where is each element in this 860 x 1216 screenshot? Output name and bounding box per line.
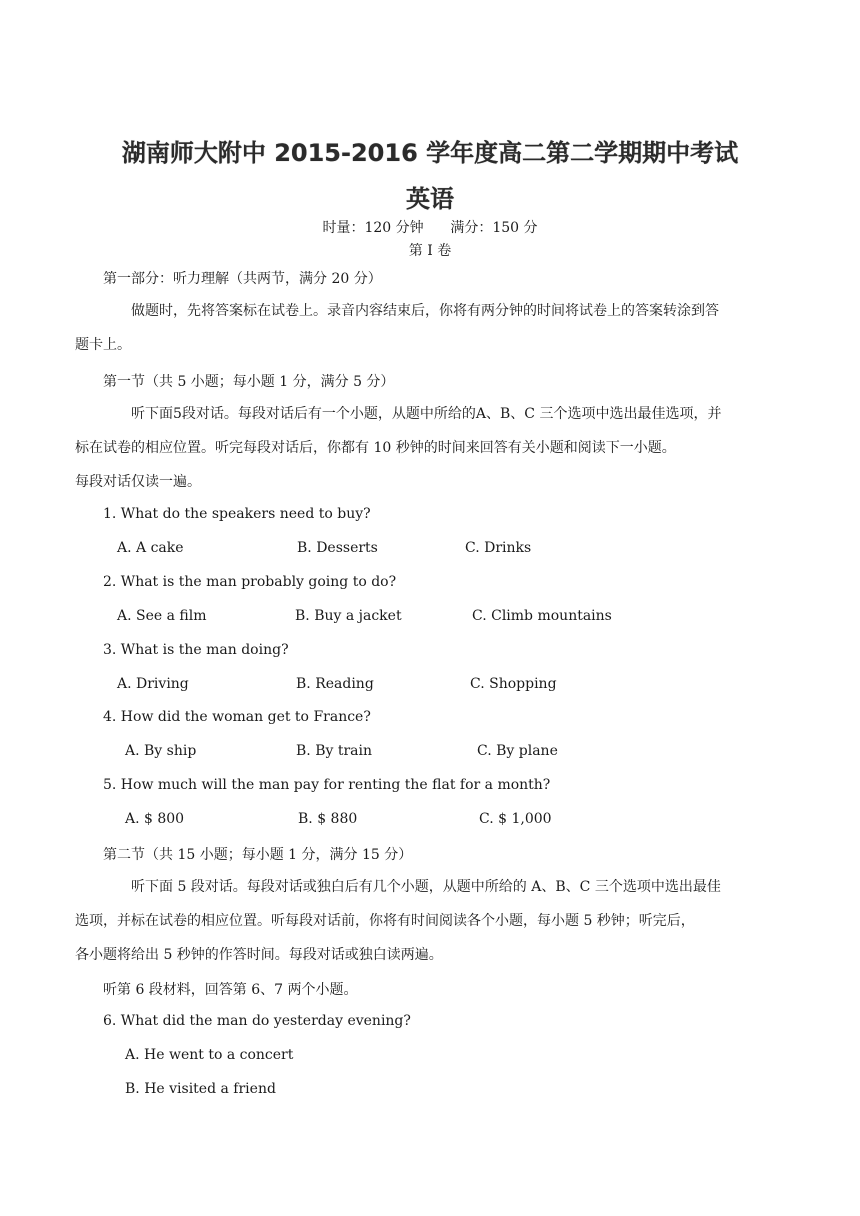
q2-option-a: A. See a film [117, 608, 207, 624]
part1-instructions [75, 294, 759, 362]
question-1: 1. What do the speakers need to buy? [103, 506, 371, 522]
q5-option-a: A. $ 800 [125, 811, 185, 827]
q2-option-b: B. Buy a jacket [295, 608, 402, 624]
q5-option-c: C. $ 1,000 [479, 811, 552, 827]
q1-option-a: A. A cake [117, 540, 184, 556]
q3-option-a: A. Driving [117, 676, 189, 692]
q3-option-b: B. Reading [296, 676, 374, 692]
q2-option-c: C. Climb mountains [472, 608, 612, 624]
q5-option-b: B. $ 880 [298, 811, 358, 827]
section2-heading: 第二节（共 15 小题；每小题 1 分，满分 15 分） [103, 847, 413, 863]
q1-option-b: B. Desserts [297, 540, 378, 556]
section1-instructions [75, 397, 759, 499]
instruction-line: 听下面 5 段对话。每段对话或独白后有几个小题，从题中所给的 A、B、C 三个选项中选出最佳 [131, 879, 721, 895]
time-score-info: 时量：120 分钟 满分：150 分 [322, 220, 538, 236]
instruction-line: 每段对话仅读一遍。 [75, 474, 201, 490]
question-5: 5. How much will the man pay for renting the flat for a month? [103, 777, 551, 793]
q3-option-c: C. Shopping [470, 676, 557, 692]
exam-title: 湖南师大附中 2015-2016 学年度高二第二学期期中考试 [121, 139, 739, 167]
instruction-line: 各小题将给出 5 秒钟的作答时间。每段对话或独白读两遍。 [75, 947, 443, 963]
question-4: 4. How did the woman get to France? [103, 709, 371, 725]
subject-title: 英语 [406, 185, 454, 213]
question-3: 3. What is the man doing? [103, 642, 289, 658]
volume-label: 第 I 卷 [408, 243, 452, 259]
instruction-line: 听下面5段对话。每段对话后有一个小题，从题中所给的A、B、C 三个选项中选出最佳选项，并 [131, 406, 722, 422]
material-note: 听第 6 段材料，回答第 6、7 两个小题。 [103, 982, 358, 998]
question-2: 2. What is the man probably going to do? [103, 574, 397, 590]
instruction-line: 做题时，先将答案标在试卷上。录音内容结束后，你将有两分钟的时间将试卷上的答案转涂到答 [131, 303, 719, 319]
q6-option-b: B. He visited a friend [125, 1081, 276, 1097]
instruction-line: 标在试卷的相应位置。听完每段对话后，你都有 10 秒钟的时间来回答有关小题和阅读下一小题。 [75, 440, 676, 456]
section2-instructions [75, 870, 759, 972]
section1-heading: 第一节（共 5 小题；每小题 1 分，满分 5 分） [103, 374, 395, 390]
q4-option-b: B. By train [296, 743, 372, 759]
q4-option-a: A. By ship [125, 743, 197, 759]
q6-option-a: A. He went to a concert [125, 1047, 294, 1063]
q1-option-c: C. Drinks [465, 540, 532, 556]
part1-heading: 第一部分：听力理解（共两节，满分 20 分） [103, 271, 382, 287]
instruction-line: 选项，并标在试卷的相应位置。听每段对话前，你将有时间阅读各个小题，每小题 5 秒钟；听完后， [75, 913, 695, 929]
instruction-line: 题卡上。 [75, 337, 131, 353]
q4-option-c: C. By plane [477, 743, 558, 759]
question-6: 6. What did the man do yesterday evening? [103, 1013, 411, 1029]
